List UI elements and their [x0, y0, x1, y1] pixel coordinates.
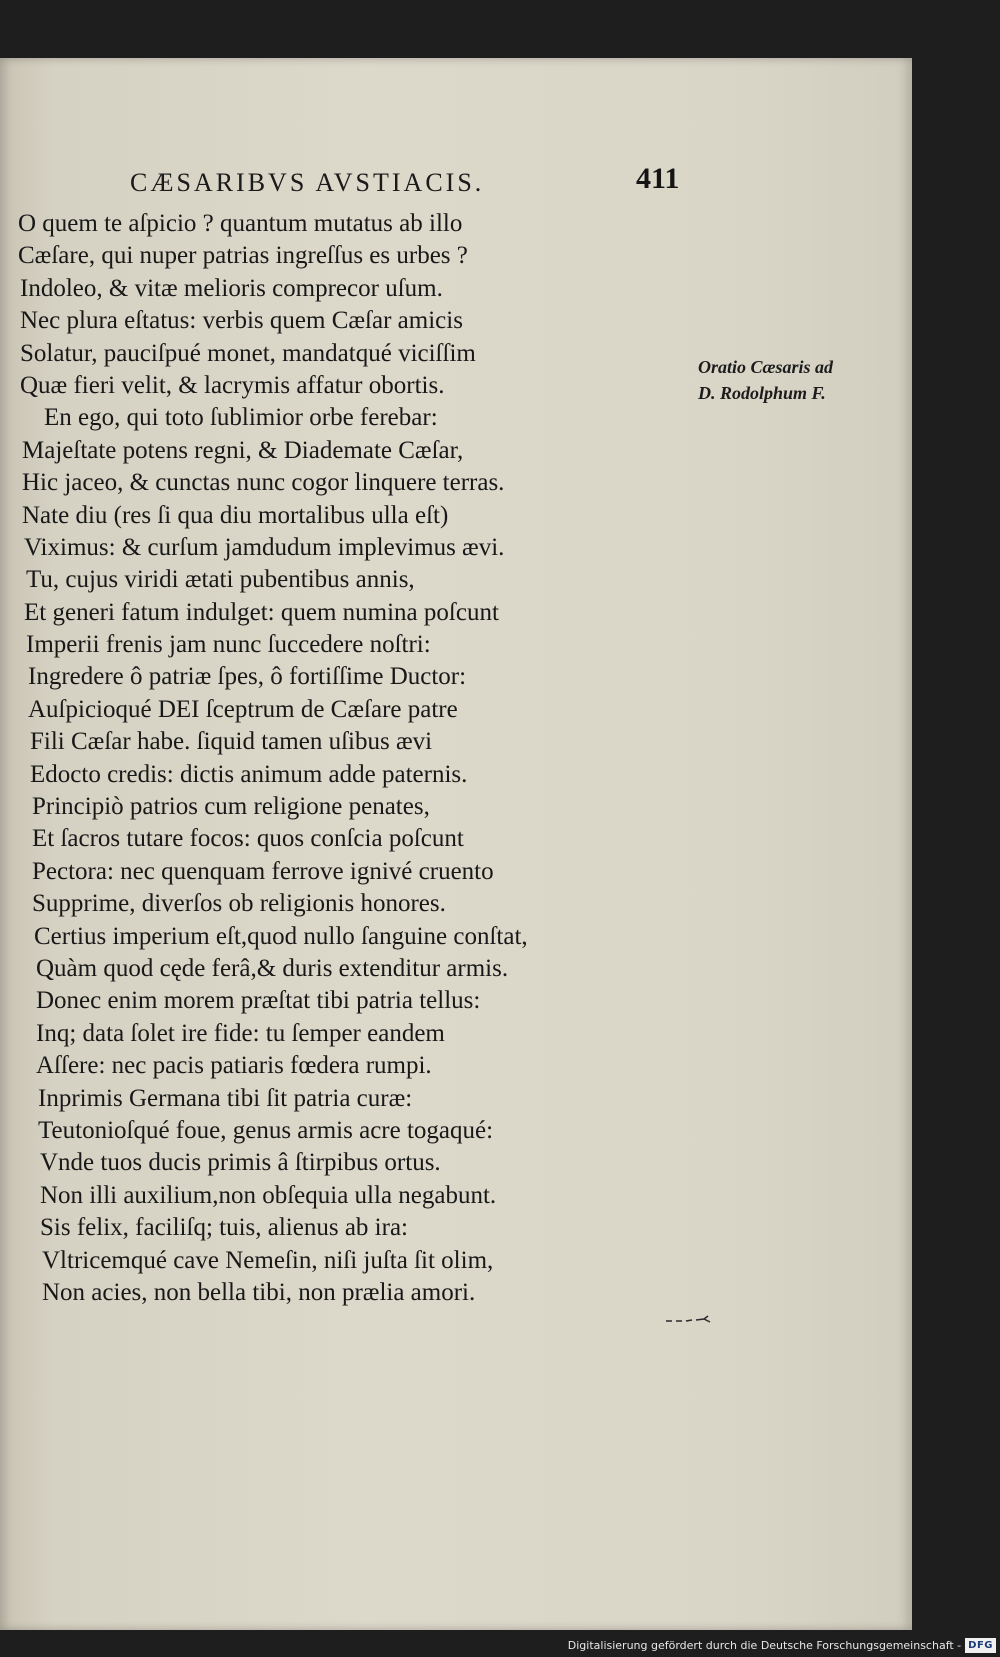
verse-line: Cæſare, qui nuper patrias ingreſſus es urbes ? — [18, 242, 468, 270]
verse-line: Principiò patrios cum religione penates, — [32, 793, 430, 821]
verse-line: Inprimis Germana tibi ſit patria curæ: — [38, 1084, 413, 1112]
verse-line: Pectora: nec quenquam ferrove ignivé cruento — [32, 857, 494, 885]
verse-line: Auſpicioqué DEI ſceptrum de Cæſare patre — [28, 695, 458, 723]
verse-line: Edocto credis: dictis animum adde paternis. — [30, 760, 468, 788]
page-number: 411 — [636, 162, 680, 195]
marginal-note-line: D. Rodolphum F. — [698, 383, 826, 403]
verse-line: Indoleo, & vitæ melioris comprecor uſum. — [20, 274, 443, 302]
running-head: CÆSARIBVS AVSTIACIS. — [130, 168, 485, 197]
verse-line: Et generi fatum indulget: quem numina poſcunt — [24, 598, 499, 626]
verse-line: Inq; data ſolet ire fide: tu ſemper eandem — [36, 1019, 445, 1047]
verse-line: Donec enim morem præſtat tibi patria tellus: — [36, 987, 481, 1015]
verse-list — [18, 208, 618, 1309]
book-page — [0, 58, 912, 1630]
verse-line: Solatur, pauciſpué monet, mandatqué viciſſim — [20, 339, 476, 367]
dfg-logo-icon: DFG — [965, 1638, 996, 1653]
verse-line: Viximus: & curſum jamdudum implevimus ævi. — [24, 533, 505, 561]
verse-line: Et ſacros tutare focos: quos conſcia poſcunt — [32, 825, 464, 853]
verse-line: En ego, qui toto ſublimior orbe ferebar: — [44, 404, 438, 432]
verse-line: Imperii frenis jam nunc ſuccedere noſtri: — [26, 631, 431, 659]
digitization-credit — [568, 1636, 996, 1654]
verse-line: Aſſere: nec pacis patiaris fœdera rumpi. — [36, 1052, 432, 1080]
verse-line: Nec plura eſtatus: verbis quem Cæſar amicis — [20, 307, 463, 335]
verse-line: Quæ fieri velit, & lacrymis affatur obortis. — [20, 371, 445, 399]
verse-line: Vnde tuos ducis primis â ſtirpibus ortus. — [40, 1149, 441, 1177]
verse-line: Non illi auxilium,non obſequia ulla negabunt. — [40, 1181, 497, 1209]
verse-line: Hic jaceo, & cunctas nunc cogor linquere terras. — [22, 469, 505, 497]
verse-line: Non acies, non bella tibi, non prælia amori. — [42, 1278, 476, 1306]
verse-line: Quàm quod cęde ferâ,& duris extenditur armis. — [36, 954, 509, 982]
verse-line: Certius imperium eſt,quod nullo ſanguine conſtat, — [34, 922, 528, 950]
credit-text: Digitalisierung gefördert durch die Deutsche Forschungsgemeinschaft - — [567, 1638, 962, 1652]
marginal-note — [698, 354, 898, 406]
verse-line: Fili Cæſar habe. ſiquid tamen uſibus ævi — [30, 728, 433, 756]
marginal-note-line: Oratio Cæsaris ad — [698, 357, 834, 377]
verse-line: Tu, cujus viridi ætati pubentibus annis, — [26, 566, 415, 594]
verse-line: O quem te aſpicio ? quantum mutatus ab illo — [18, 210, 463, 237]
verse-line: Teutonioſqué foue, genus armis acre togaqué: — [38, 1116, 494, 1144]
verse-line: Nate diu (res ſi qua diu mortalibus ulla eſt) — [22, 501, 449, 529]
verse-line: Sis felix, faciliſq; tuis, alienus ab ira: — [40, 1214, 408, 1242]
verse-line: Supprime, diverſos ob religionis honores. — [32, 890, 446, 918]
verse-line: Ingredere ô patriæ ſpes, ô fortiſſime Ductor: — [28, 663, 467, 691]
verse-line: Majeſtate potens regni, & Diademate Cæſar, — [22, 436, 464, 464]
pen-mark-icon — [664, 1312, 714, 1326]
verse-line: Vltricemqué cave Nemeſin, niſi juſta ſit olim, — [42, 1246, 494, 1274]
